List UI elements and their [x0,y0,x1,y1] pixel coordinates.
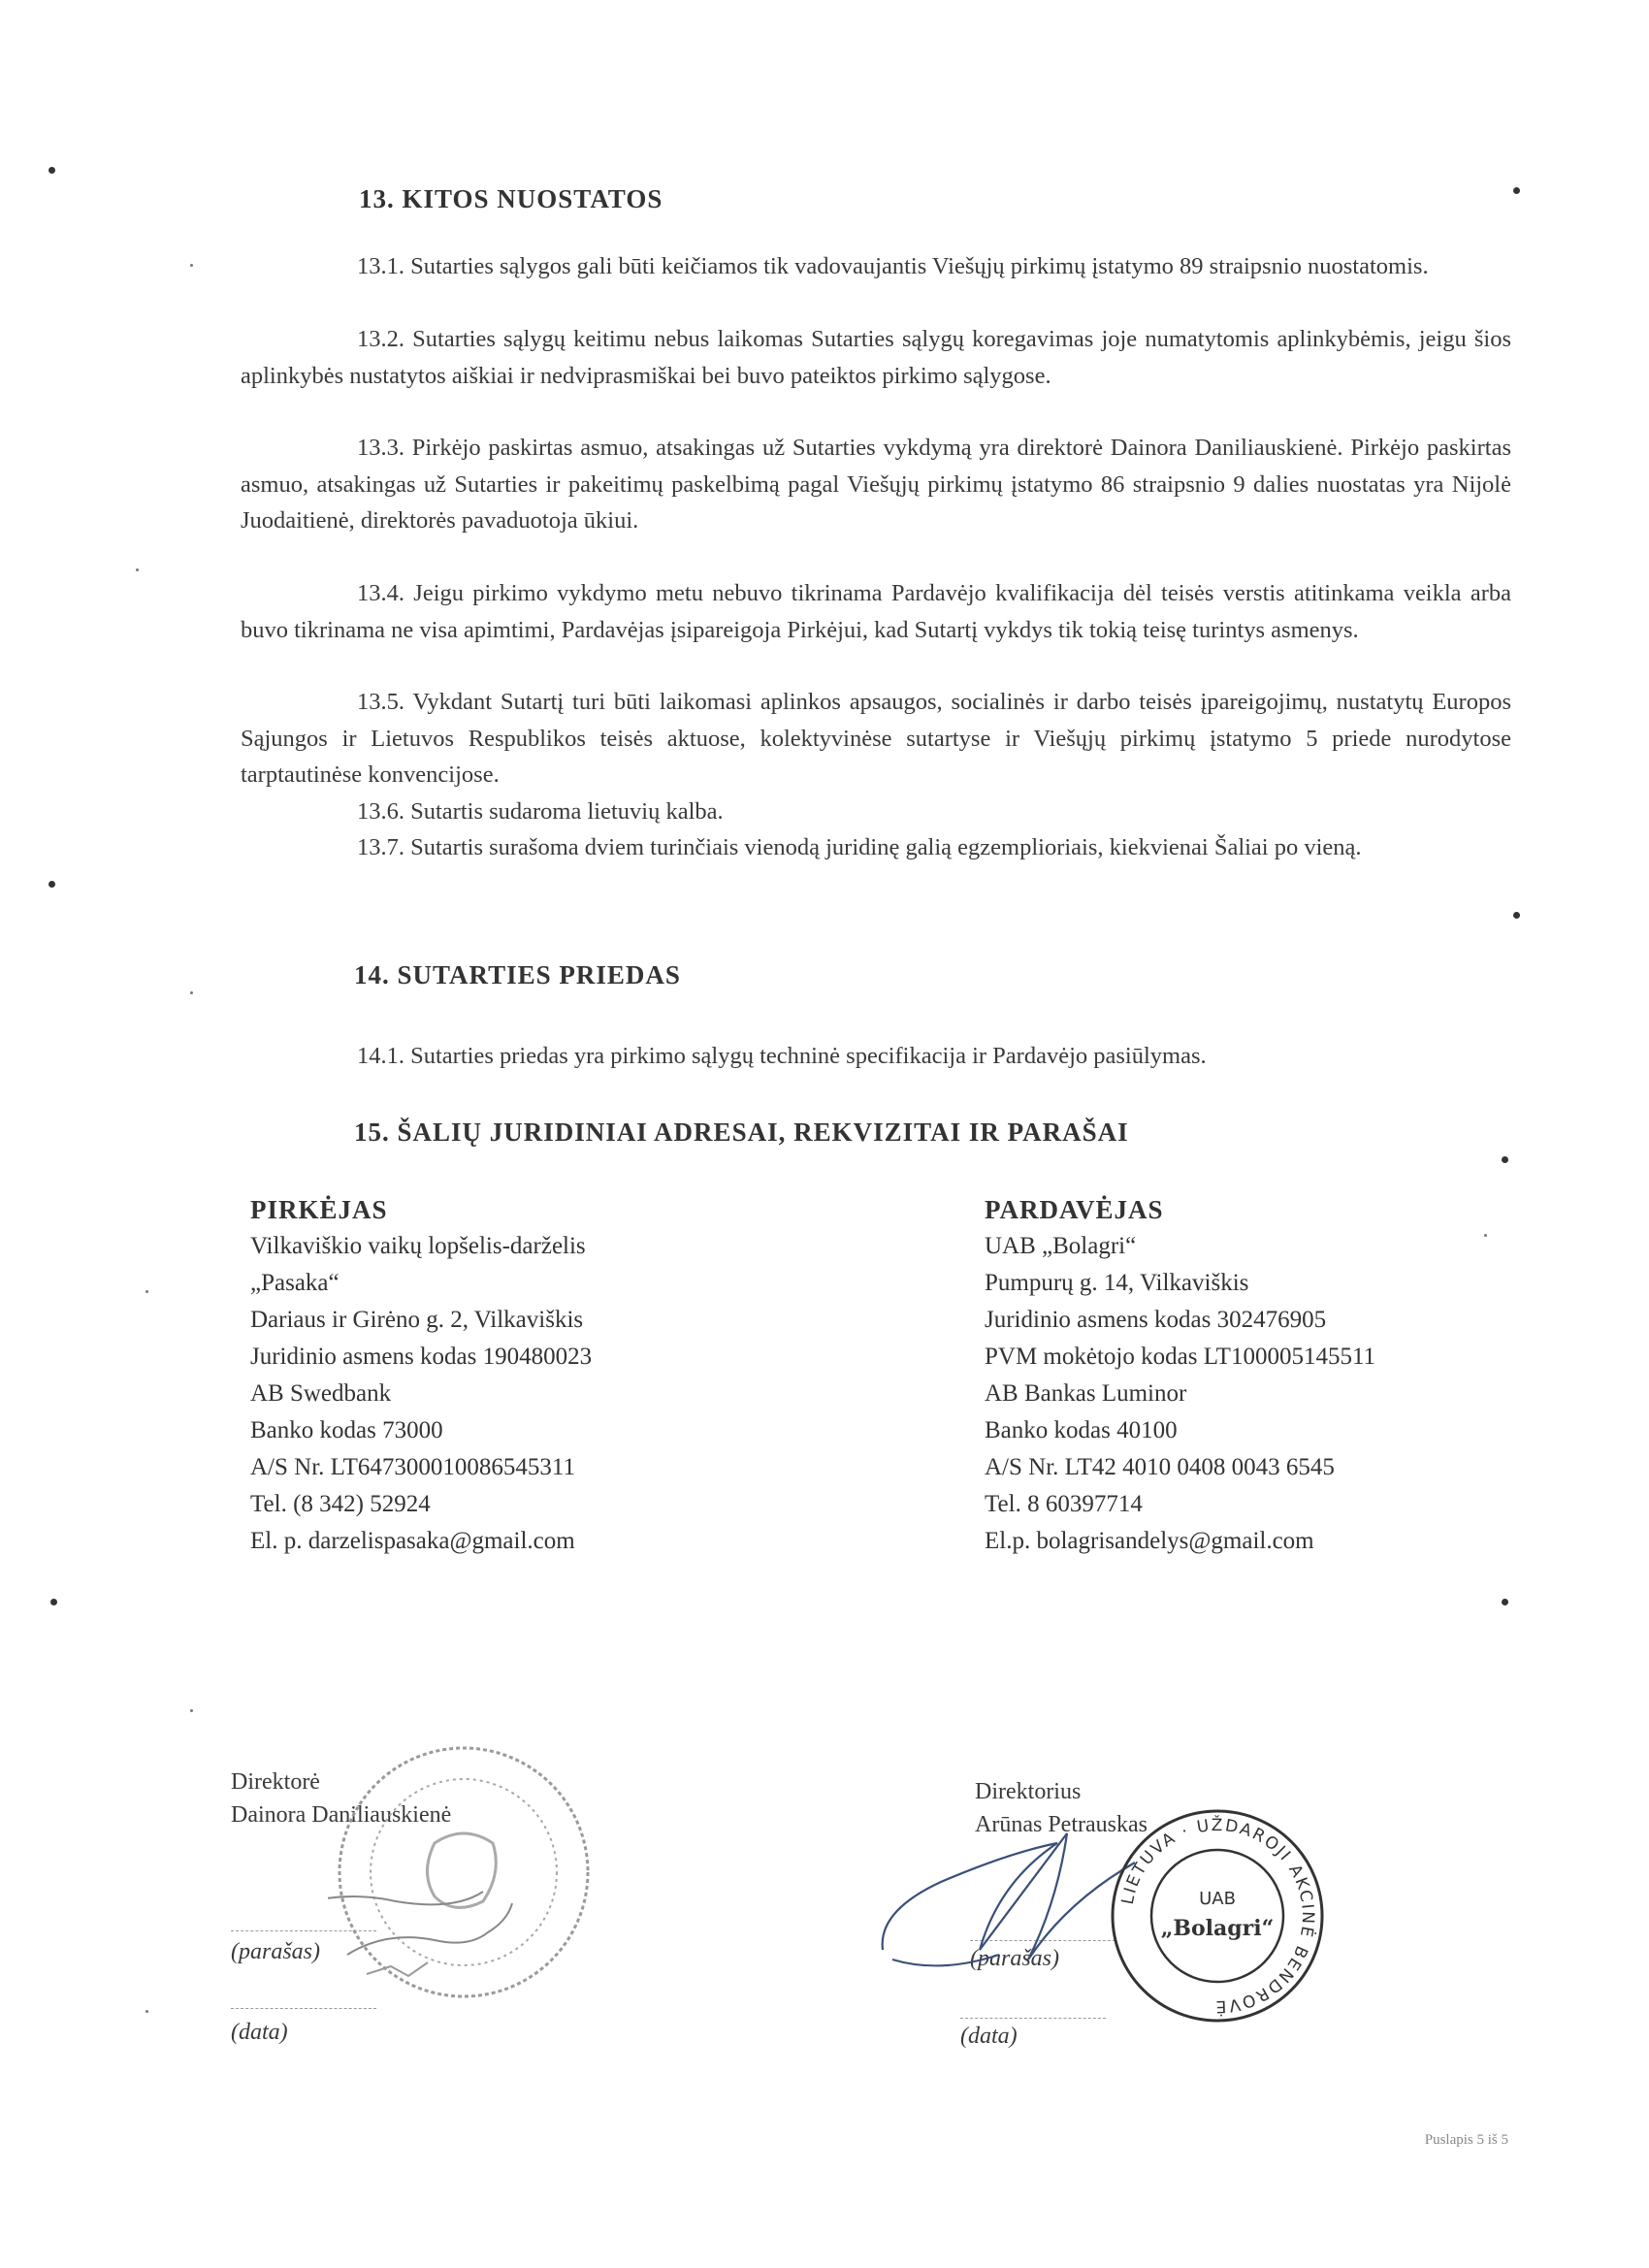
buyer-name-line1: Vilkaviškio vaikų lopšelis-darželis [250,1233,586,1259]
clause-14-1: 14.1. Sutarties priedas yra pirkimo sąlygų techninė specifikacija ir Pardavėjo pasiūlymas. [357,1043,1207,1069]
seller-date-label: (data) [960,2024,1018,2049]
seller-company-code: Juridinio asmens kodas 302476905 [985,1307,1327,1333]
seller-phone: Tel. 8 60397714 [985,1491,1143,1517]
seller-email: El.p. bolagrisandelys@gmail.com [985,1528,1314,1554]
scan-speck [1502,1599,1508,1605]
page-number: Puslapis 5 iš 5 [1424,2132,1508,2148]
section-14-title: 14. SUTARTIES PRIEDAS [354,960,681,989]
buyer-address: Dariaus ir Girėno g. 2, Vilkaviškis [250,1307,584,1333]
scan-speck [1502,1156,1508,1163]
clause-13-5: 13.5. Vykdant Sutartį turi būti laikomasi aplinkos apsaugos, socialinės ir darbo teisės įpareigojimų, nustatytų Europos Sąjungos ir Lietuvos Respublikos teisės aktuose, kolektyvinėse sutartyse ir Viešųjų pirkimų įstatymo 5 priede nurodytose tarptautinėse konvencijose. [241,689,1511,788]
clause-13-1: 13.1. Sutarties sąlygos gali būti keičiamos tik vadovaujantis Viešųjų pirkimų įstatymo 89 straipsnio nuostatomis. [357,253,1429,279]
buyer-bank: AB Swedbank [250,1380,392,1407]
buyer-phone: Tel. (8 342) 52924 [250,1491,431,1517]
scan-speck [48,167,55,174]
seller-date-label-wrap [960,2020,1018,2053]
seller-signer-name: Arūnas Petrauskas [975,1812,1148,1837]
seller-name: UAB „Bolagri“ [985,1233,1137,1259]
seller-round-stamp [1106,1804,1329,2027]
buyer-sign-label-wrap [231,1935,320,1968]
scan-speck [190,991,193,994]
buyer-company-code: Juridinio asmens kodas 190480023 [250,1344,593,1370]
seller-bank: AB Bankas Luminor [985,1380,1187,1407]
scan-speck [50,1599,57,1605]
scan-speck [146,2010,148,2013]
seller-date-line [960,2018,1106,2019]
seller-role: PARDAVĖJAS [985,1195,1164,1224]
seller-stamp-ring-text: LIETUVA · UŽDAROJI AKCINĖ BENDROVĖ [1117,1815,1318,2017]
seller-address: Pumpurų g. 14, Vilkaviškis [985,1270,1249,1296]
scan-speck [1484,1234,1487,1237]
section-13-title: 13. KITOS NUOSTATOS [359,184,663,213]
scan-speck [1513,187,1520,194]
buyer-date-line [231,2008,376,2009]
buyer-date-label: (data) [231,2020,288,2045]
scan-speck [136,568,139,571]
clause-13-7: 13.7. Sutartis surašoma dviem turinčiais vienodą juridinę galią egzemplioriais, kiekvienai Šaliai po vieną. [357,834,1362,860]
seller-bank-code: Banko kodas 40100 [985,1417,1178,1443]
buyer-signer-name: Dainora Daniliauskienė [231,1802,452,1828]
seller-details [985,1191,1375,1560]
buyer-bank-code: Banko kodas 73000 [250,1417,443,1443]
clause-13-6: 13.6. Sutartis sudaroma lietuvių kalba. [357,798,724,825]
seller-vat-code: PVM mokėtojo kodas LT100005145511 [985,1344,1376,1370]
section-15-title: 15. ŠALIŲ JURIDINIAI ADRESAI, REKVIZITAI IR PARAŠAI [354,1118,1129,1147]
scan-speck [146,1290,148,1293]
clause-13-3: 13.3. Pirkėjo paskirtas asmuo, atsakingas už Sutarties vykdymą yra direktorė Dainora Daniliauskienė. Pirkėjo paskirtas asmuo, atsakingas už Sutarties ir pakeitimų paskelbimą pagal Viešųjų pirkimų įstatymo 86 straipsnio 9 dalies nuostatas yra Nijolė Juodaitienė, direktorės pavaduotoja ūkiui. [241,435,1511,534]
buyer-sign-label: (parašas) [231,1939,321,1964]
clause-13-2: 13.2. Sutarties sąlygų keitimu nebus laikomas Sutarties sąlygų koregavimas joje numatytomis aplinkybėmis, jeigu šios aplinkybės nustatytos aiškiai ir nedviprasmiškai bei buvo pateiktos pirkimo sąlygose. [241,326,1511,389]
seller-signer-title: Direktorius [975,1779,1082,1804]
buyer-details [250,1191,592,1560]
scan-speck [190,264,193,267]
scan-speck [1513,912,1520,919]
buyer-email: El. p. darzelispasaka@gmail.com [250,1528,575,1554]
seller-stamp-center-name: „Bolagri“ [1160,1916,1275,1941]
buyer-date-label-wrap [231,2016,288,2049]
scan-speck [190,1709,193,1712]
clause-13-4: 13.4. Jeigu pirkimo vykdymo metu nebuvo tikrinama Pardavėjo kvalifikacija dėl teisės verstis atitinkama veikla arba buvo tikrinama ne visa apimtimi, Pardavėjas įsipareigoja Pirkėjui, kad Sutartį vykdys tik tokią teisę turintys asmenys. [241,580,1511,643]
seller-account: A/S Nr. LT42 4010 0408 0043 6545 [985,1454,1335,1480]
buyer-signer-title: Direktorė [231,1769,320,1795]
seller-stamp-center-top: UAB [1199,1889,1236,1909]
buyer-role: PIRKĖJAS [250,1195,388,1224]
buyer-account: A/S Nr. LT647300010086545311 [250,1454,575,1480]
buyer-round-stamp [328,1736,599,2008]
seller-sign-label: (parašas) [970,1946,1060,1971]
scan-speck [48,881,55,888]
buyer-name-line2: „Pasaka“ [250,1270,340,1296]
